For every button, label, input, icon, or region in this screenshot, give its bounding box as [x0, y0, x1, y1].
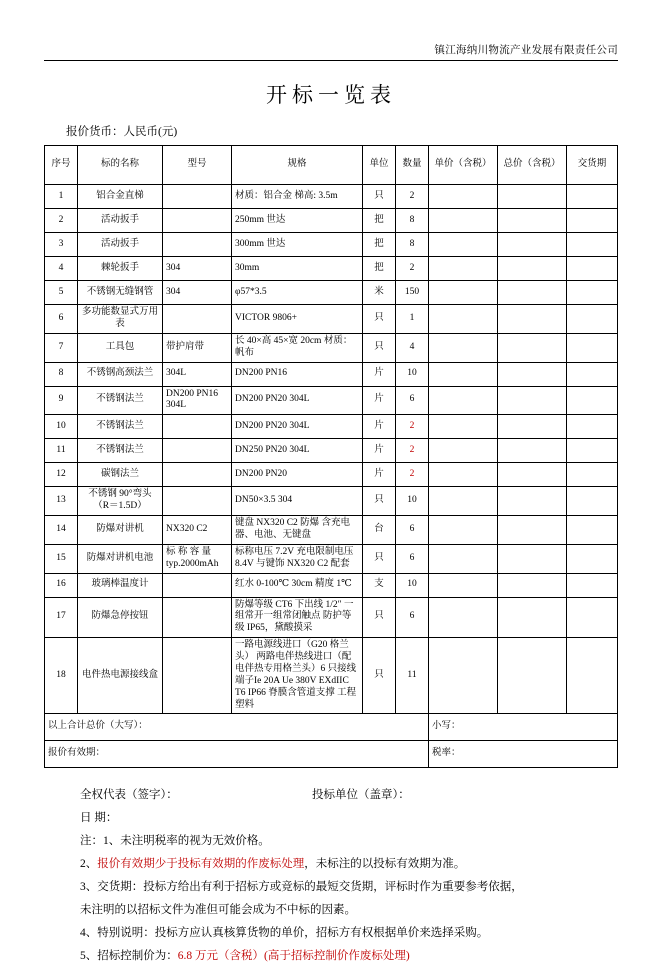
cell-name: 不锈钢法兰 [78, 386, 163, 415]
cell-name: 铝合金直梯 [78, 185, 163, 209]
cell-qty: 6 [396, 516, 429, 545]
cell-no: 7 [45, 333, 78, 362]
cell-qty: 6 [396, 386, 429, 415]
cell-unit: 片 [363, 362, 396, 386]
cell-no: 2 [45, 209, 78, 233]
cell-spec: 标称电压 7.2V 充电限制电压 8.4V 与键饰 NX320 C2 配套 [232, 544, 363, 573]
cell-name: 不锈钢 90°弯头（R＝1.5D） [78, 487, 163, 516]
cell-spec: 长 40×高 45×宽 20cm 材质：帆布 [232, 333, 363, 362]
cell-model [163, 209, 232, 233]
cell-spec: 30mm [232, 257, 363, 281]
cell-unit: 把 [363, 209, 396, 233]
note-segment: 6.8 万元（含税）(高于招标控制价作废标处理) [177, 950, 410, 963]
cell-name: 棘轮扳手 [78, 257, 163, 281]
cell-no: 11 [45, 439, 78, 463]
cell-price [429, 305, 498, 334]
cell-delivery [567, 573, 618, 597]
date-label: 日 期： [80, 812, 118, 825]
table-row [45, 305, 618, 334]
cell-delivery [567, 209, 618, 233]
cell-no: 13 [45, 487, 78, 516]
cell-spec: VICTOR 9806+ [232, 305, 363, 334]
cell-no: 15 [45, 544, 78, 573]
cell-total [498, 487, 567, 516]
cell-name: 不锈钢高颈法兰 [78, 362, 163, 386]
table-row [45, 281, 618, 305]
cell-qty: 2 [396, 415, 429, 439]
cell-model [163, 415, 232, 439]
cell-spec: 红水 0-100℃ 30cm 精度 1℃ [232, 573, 363, 597]
table-row [45, 185, 618, 209]
cell-price [429, 487, 498, 516]
cell-delivery [567, 544, 618, 573]
cell-no: 18 [45, 638, 78, 714]
page-title: 开标一览表 [266, 83, 396, 107]
cell-delivery [567, 463, 618, 487]
cell-unit: 米 [363, 281, 396, 305]
table-row [45, 362, 618, 386]
cell-spec: DN200 PN20 304L [232, 415, 363, 439]
cell-model [163, 439, 232, 463]
note-line: 3、交货期：投标方给出有利于招标方或竞标的最短交货期，评标时作为重要参考依据， [80, 881, 523, 894]
cell-qty: 8 [396, 209, 429, 233]
cell-unit: 只 [363, 597, 396, 638]
cell-no: 6 [45, 305, 78, 334]
cell-no: 17 [45, 597, 78, 638]
cell-qty: 10 [396, 362, 429, 386]
cell-price [429, 185, 498, 209]
col-unit: 单位 [363, 146, 396, 185]
cell-unit: 只 [363, 305, 396, 334]
cell-qty: 1 [396, 305, 429, 334]
table-row [45, 544, 618, 573]
cell-total [498, 333, 567, 362]
cell-unit: 片 [363, 463, 396, 487]
tax-rate-label: 税率： [429, 741, 618, 768]
cell-unit: 片 [363, 439, 396, 463]
cell-model [163, 638, 232, 714]
cell-model: 304L [163, 362, 232, 386]
cell-model [163, 597, 232, 638]
cell-spec: DN50×3.5 304 [232, 487, 363, 516]
cell-spec: φ57*3.5 [232, 281, 363, 305]
cell-qty: 6 [396, 597, 429, 638]
col-price: 单价（含税） [429, 146, 498, 185]
table-row [45, 516, 618, 545]
cell-delivery [567, 257, 618, 281]
cell-total [498, 415, 567, 439]
cell-spec: 一路电源线进口（G20 格兰头） 两路电伴热线进口（配电伴热专用格兰头）6 只接线端子Ie 20A Ue 380V EXdIIC T6 IP66 脊膜含管道支撑 工程塑料 [232, 638, 363, 714]
cell-qty: 10 [396, 573, 429, 597]
table-row [45, 463, 618, 487]
cell-spec: 250mm 世达 [232, 209, 363, 233]
cell-qty: 4 [396, 333, 429, 362]
cell-price [429, 415, 498, 439]
cell-unit: 只 [363, 333, 396, 362]
table-body [45, 185, 618, 714]
cell-total [498, 281, 567, 305]
cell-model: 304 [163, 257, 232, 281]
cell-delivery [567, 362, 618, 386]
note-segment: ，未标注的以投标有效期为准。 [304, 858, 466, 871]
col-qty: 数量 [396, 146, 429, 185]
cell-total [498, 516, 567, 545]
cell-no: 4 [45, 257, 78, 281]
cell-spec: DN200 PN20 [232, 463, 363, 487]
cell-no: 10 [45, 415, 78, 439]
cell-spec: 键盘 NX320 C2 防爆 含充电器、电池、无键盘 [232, 516, 363, 545]
cell-price [429, 439, 498, 463]
table-row [45, 415, 618, 439]
col-name: 标的名称 [78, 146, 163, 185]
cell-qty: 2 [396, 439, 429, 463]
cell-delivery [567, 281, 618, 305]
table-footer [45, 714, 618, 768]
cell-model [163, 463, 232, 487]
cell-unit: 只 [363, 487, 396, 516]
note-line: 4、特别说明：投标方应认真核算货物的单价，招标方有权根据单价来选择采购。 [80, 927, 489, 940]
cell-name: 防爆对讲机 [78, 516, 163, 545]
signature-block [44, 784, 618, 830]
cell-model: 带护肩带 [163, 333, 232, 362]
cell-name: 电件热电源接线盒 [78, 638, 163, 714]
note-segment: 2、 [80, 858, 98, 871]
cell-total [498, 305, 567, 334]
cell-model: 304 [163, 281, 232, 305]
note-line [80, 853, 618, 876]
col-spec: 规格 [232, 146, 363, 185]
cell-total [498, 638, 567, 714]
cell-model [163, 233, 232, 257]
table-row [45, 233, 618, 257]
bidder-seal-label: 投标单位（盖章）： [312, 789, 410, 802]
cell-spec: 防爆等级 CT6 下出线 1/2″ 一组常开一组常闭触点 防护等级 IP65，黛酸摸采 [232, 597, 363, 638]
table-row [45, 257, 618, 281]
cell-total [498, 544, 567, 573]
table-row [45, 573, 618, 597]
cell-qty: 2 [396, 257, 429, 281]
cell-no: 1 [45, 185, 78, 209]
cell-name: 不锈钢无缝钢管 [78, 281, 163, 305]
cell-unit: 把 [363, 233, 396, 257]
cell-qty: 11 [396, 638, 429, 714]
cell-delivery [567, 185, 618, 209]
cell-total [498, 573, 567, 597]
cell-name: 不锈钢法兰 [78, 439, 163, 463]
col-model: 型号 [163, 146, 232, 185]
currency-label: 报价货币：人民币(元) [66, 126, 178, 138]
cell-price [429, 463, 498, 487]
cell-spec: DN200 PN16 [232, 362, 363, 386]
cell-model: DN200 PN16 304L [163, 386, 232, 415]
cell-no: 14 [45, 516, 78, 545]
note-segment: 报价有效期少于投标有效期的作废标处理 [97, 858, 305, 871]
cell-price [429, 281, 498, 305]
cell-price [429, 386, 498, 415]
cell-qty: 10 [396, 487, 429, 516]
table-row [45, 333, 618, 362]
note-line: 未注明的以招标文件为准但可能会成为不中标的因素。 [80, 904, 356, 917]
note-line [80, 945, 618, 968]
cell-total [498, 597, 567, 638]
cell-model: 标 称 容 量typ.2000mAh [163, 544, 232, 573]
col-delivery: 交货期 [567, 146, 618, 185]
note-line: 注：1、未注明税率的视为无效价格。 [80, 835, 270, 848]
cell-model [163, 305, 232, 334]
cell-delivery [567, 415, 618, 439]
cell-delivery [567, 638, 618, 714]
cell-price [429, 209, 498, 233]
cell-unit: 只 [363, 638, 396, 714]
cell-total [498, 362, 567, 386]
cell-qty: 2 [396, 463, 429, 487]
cell-name: 活动扳手 [78, 233, 163, 257]
cell-name: 多功能数显式万用表 [78, 305, 163, 334]
cell-no: 5 [45, 281, 78, 305]
cell-unit: 只 [363, 544, 396, 573]
cell-price [429, 638, 498, 714]
cell-total [498, 233, 567, 257]
cell-delivery [567, 233, 618, 257]
cell-delivery [567, 305, 618, 334]
cell-name: 碳钢法兰 [78, 463, 163, 487]
cell-name: 防爆急停按钮 [78, 597, 163, 638]
rep-signature-label: 全权代表（签字）： [80, 789, 178, 802]
cell-name: 活动扳手 [78, 209, 163, 233]
cell-qty: 2 [396, 185, 429, 209]
cell-unit: 片 [363, 386, 396, 415]
cell-price [429, 257, 498, 281]
cell-no: 8 [45, 362, 78, 386]
cell-total [498, 463, 567, 487]
cell-price [429, 233, 498, 257]
cell-price [429, 516, 498, 545]
notes-block [44, 830, 618, 968]
cell-spec: DN250 PN20 304L [232, 439, 363, 463]
table-row [45, 209, 618, 233]
cell-name: 工具包 [78, 333, 163, 362]
cell-unit: 支 [363, 573, 396, 597]
cell-model [163, 573, 232, 597]
sum-total-label: 以上合计总价（大写）： [45, 714, 429, 741]
cell-spec: 材质：铝合金 梯高: 3.5m [232, 185, 363, 209]
cell-no: 3 [45, 233, 78, 257]
cell-no: 12 [45, 463, 78, 487]
table-header [45, 146, 618, 185]
table-row [45, 386, 618, 415]
table-row [45, 487, 618, 516]
cell-name: 防爆对讲机电池 [78, 544, 163, 573]
cell-spec: DN200 PN20 304L [232, 386, 363, 415]
table-row [45, 638, 618, 714]
valid-period-label: 报价有效期： [45, 741, 429, 768]
cell-total [498, 185, 567, 209]
bid-table [44, 145, 618, 768]
table-row [45, 439, 618, 463]
cell-price [429, 544, 498, 573]
sum-total-small: 小写： [429, 714, 618, 741]
cell-delivery [567, 487, 618, 516]
cell-delivery [567, 333, 618, 362]
cell-delivery [567, 597, 618, 638]
cell-total [498, 439, 567, 463]
cell-qty: 8 [396, 233, 429, 257]
cell-total [498, 209, 567, 233]
cell-no: 9 [45, 386, 78, 415]
cell-spec: 300mm 世达 [232, 233, 363, 257]
cell-price [429, 597, 498, 638]
cell-model [163, 185, 232, 209]
cell-name: 不锈钢法兰 [78, 415, 163, 439]
cell-price [429, 362, 498, 386]
cell-total [498, 257, 567, 281]
cell-unit: 只 [363, 185, 396, 209]
cell-qty: 150 [396, 281, 429, 305]
col-no: 序号 [45, 146, 78, 185]
cell-name: 玻璃棒温度计 [78, 573, 163, 597]
cell-price [429, 573, 498, 597]
note-segment: 5、招标控制价为： [80, 950, 178, 963]
cell-unit: 台 [363, 516, 396, 545]
cell-price [429, 333, 498, 362]
cell-unit: 片 [363, 415, 396, 439]
cell-model [163, 487, 232, 516]
cell-total [498, 386, 567, 415]
cell-model: NX320 C2 [163, 516, 232, 545]
cell-qty: 6 [396, 544, 429, 573]
company-name: 镇江海纳川物流产业发展有限责任公司 [44, 42, 618, 61]
cell-delivery [567, 516, 618, 545]
document-page [0, 42, 662, 978]
cell-delivery [567, 386, 618, 415]
cell-delivery [567, 439, 618, 463]
table-row [45, 597, 618, 638]
cell-unit: 把 [363, 257, 396, 281]
col-total: 总价（含税） [498, 146, 567, 185]
cell-no: 16 [45, 573, 78, 597]
